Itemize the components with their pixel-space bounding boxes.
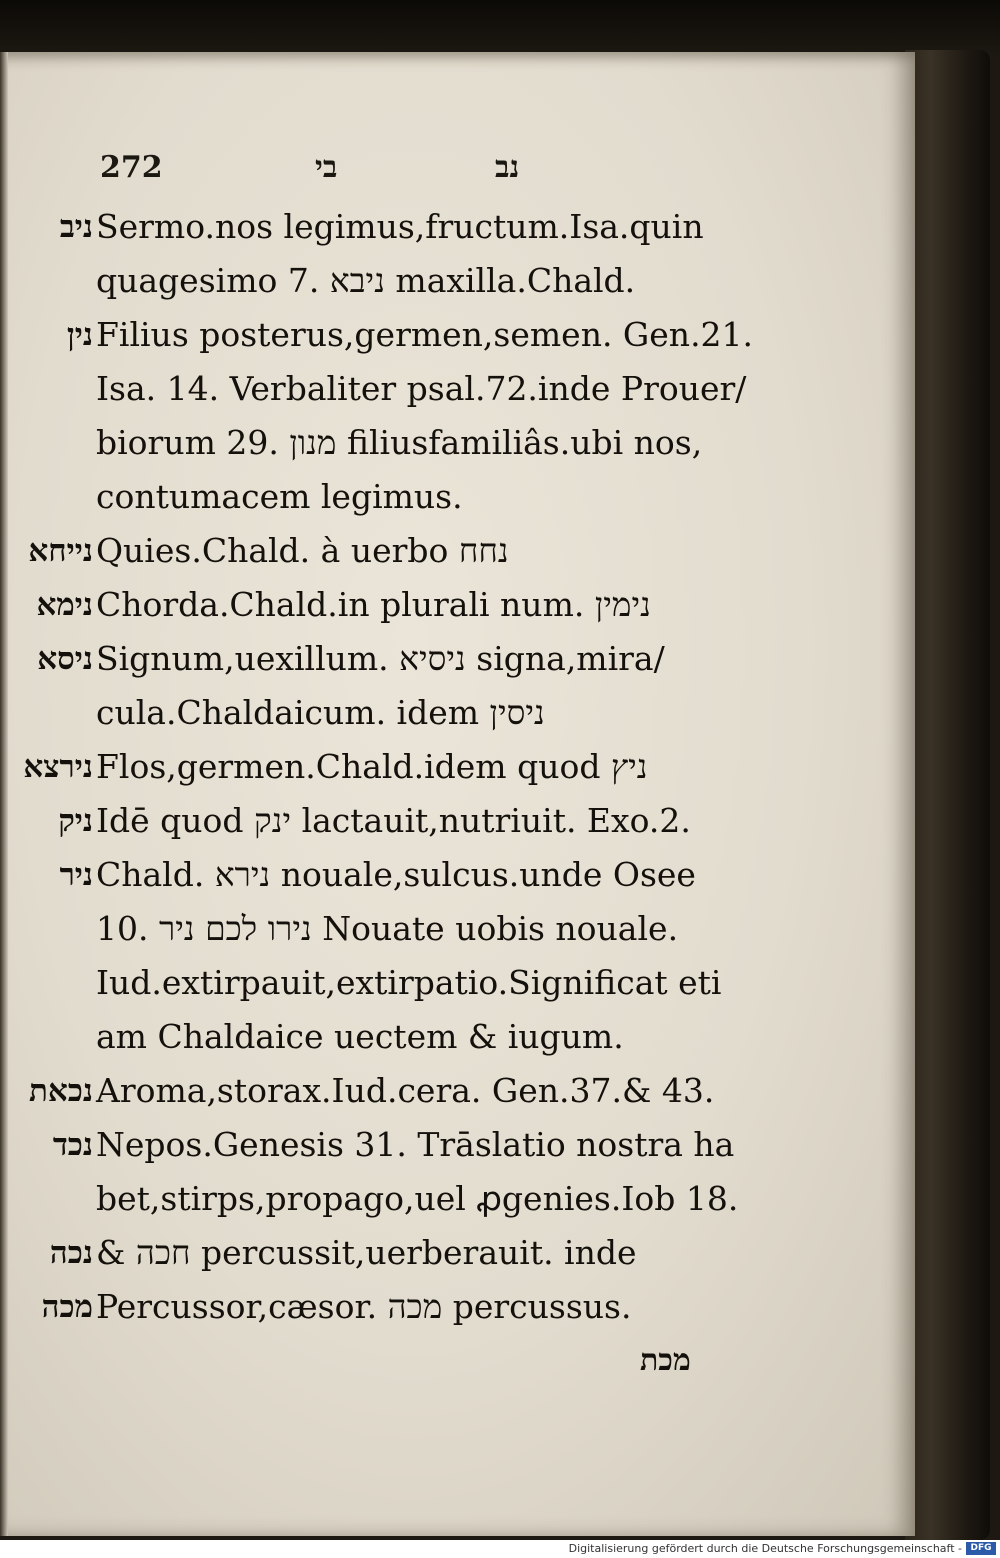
entry-text: Aroma,storax.Iud.cera. Gen.37.& 43. — [96, 1071, 715, 1110]
hebrew-lemma: נירצא — [23, 749, 93, 785]
dictionary-text — [0, 200, 910, 1388]
hebrew-lemma: ניסא — [37, 641, 93, 677]
entry-text: Filius posterus,germen,semen. Gen.21. — [96, 315, 754, 354]
digitization-footer — [0, 1540, 1000, 1558]
entry-text: Idē quod ינק lactauit,nutriuit. Exo.2. — [96, 801, 691, 840]
text-line — [0, 308, 910, 362]
funding-credit: Digitalisierung gefördert durch die Deutsche Forschungsgemeinschaft - — [568, 1542, 962, 1555]
text-line — [0, 794, 910, 848]
text-line — [0, 416, 910, 470]
text-line — [0, 1118, 910, 1172]
text-line — [0, 1280, 910, 1334]
text-line — [0, 1226, 910, 1280]
entry-text: biorum 29. מנון filiusfamiliâs.ubi nos, — [96, 423, 703, 462]
entry-text: Signum,uexillum. ניסיא signa,mira/ — [96, 639, 665, 678]
hebrew-lemma: נכה — [49, 1235, 93, 1271]
text-line — [0, 956, 910, 1010]
text-line — [0, 578, 910, 632]
entry-text: cula.Chaldaicum. idem ניסין — [96, 693, 545, 732]
hebrew-lemma: ניב — [59, 209, 93, 245]
hebrew-lemma: נייחא — [28, 533, 93, 569]
text-line — [0, 740, 910, 794]
catchword: מכת — [640, 1343, 691, 1378]
entry-text: am Chaldaice uectem & iugum. — [96, 1017, 624, 1056]
entry-text: Quies.Chald. à uerbo נחח — [96, 531, 509, 570]
text-line — [0, 200, 910, 254]
entry-text: quagesimo 7. ניבא maxilla.Chald. — [96, 261, 636, 300]
text-line — [0, 362, 910, 416]
entry-text: 10. נירו לכם ניר Nouate uobis nouale. — [96, 909, 679, 948]
hebrew-lemma: ניר — [59, 857, 93, 893]
text-line — [0, 1064, 910, 1118]
hebrew-lemma: נין — [66, 317, 93, 353]
catchword-line — [0, 1334, 910, 1388]
hebrew-lemma: נימא — [36, 587, 93, 623]
running-header — [100, 150, 540, 200]
book-edge — [905, 50, 990, 1540]
scan-frame-top — [0, 0, 1000, 60]
entry-text: Chald. נירא nouale,sulcus.unde Osee — [96, 855, 696, 894]
hebrew-lemma: ניק — [58, 803, 93, 839]
entry-text: Chorda.Chald.in plurali num. נימין — [96, 585, 651, 624]
text-line — [0, 1010, 910, 1064]
text-line — [0, 686, 910, 740]
page-number: 272 — [100, 150, 163, 185]
hebrew-lemma: מכה — [41, 1289, 93, 1325]
text-line — [0, 470, 910, 524]
entry-text: contumacem legimus. — [96, 477, 463, 516]
running-head-mid: בי — [315, 150, 338, 185]
entry-text: Sermo.nos legimus,fructum.Isa.quin — [96, 207, 704, 246]
entry-text: Nepos.Genesis 31. Trāslatio nostra ha — [96, 1125, 735, 1164]
text-line — [0, 1172, 910, 1226]
entry-text: Iud.extirpauit,extirpatio.Significat eti — [96, 963, 722, 1002]
entry-text: bet,stirps,propago,uel ꝓgenies.Iob 18. — [96, 1179, 739, 1218]
hebrew-lemma: נכאת — [28, 1073, 93, 1109]
entry-text: & חכה percussit,uerberauit. inde — [96, 1233, 637, 1272]
text-line — [0, 848, 910, 902]
text-line — [0, 524, 910, 578]
dfg-logo: DFG — [966, 1542, 996, 1555]
entry-text: Isa. 14. Verbaliter psal.72.inde Prouer/ — [96, 369, 747, 408]
entry-text: Flos,germen.Chald.idem quod ניץ — [96, 747, 648, 786]
running-head-right: נב — [495, 150, 520, 185]
text-line — [0, 902, 910, 956]
entry-text: Percussor,cæsor. מכה percussus. — [96, 1287, 632, 1326]
text-line — [0, 254, 910, 308]
text-line — [0, 632, 910, 686]
hebrew-lemma: נכד — [52, 1127, 93, 1163]
